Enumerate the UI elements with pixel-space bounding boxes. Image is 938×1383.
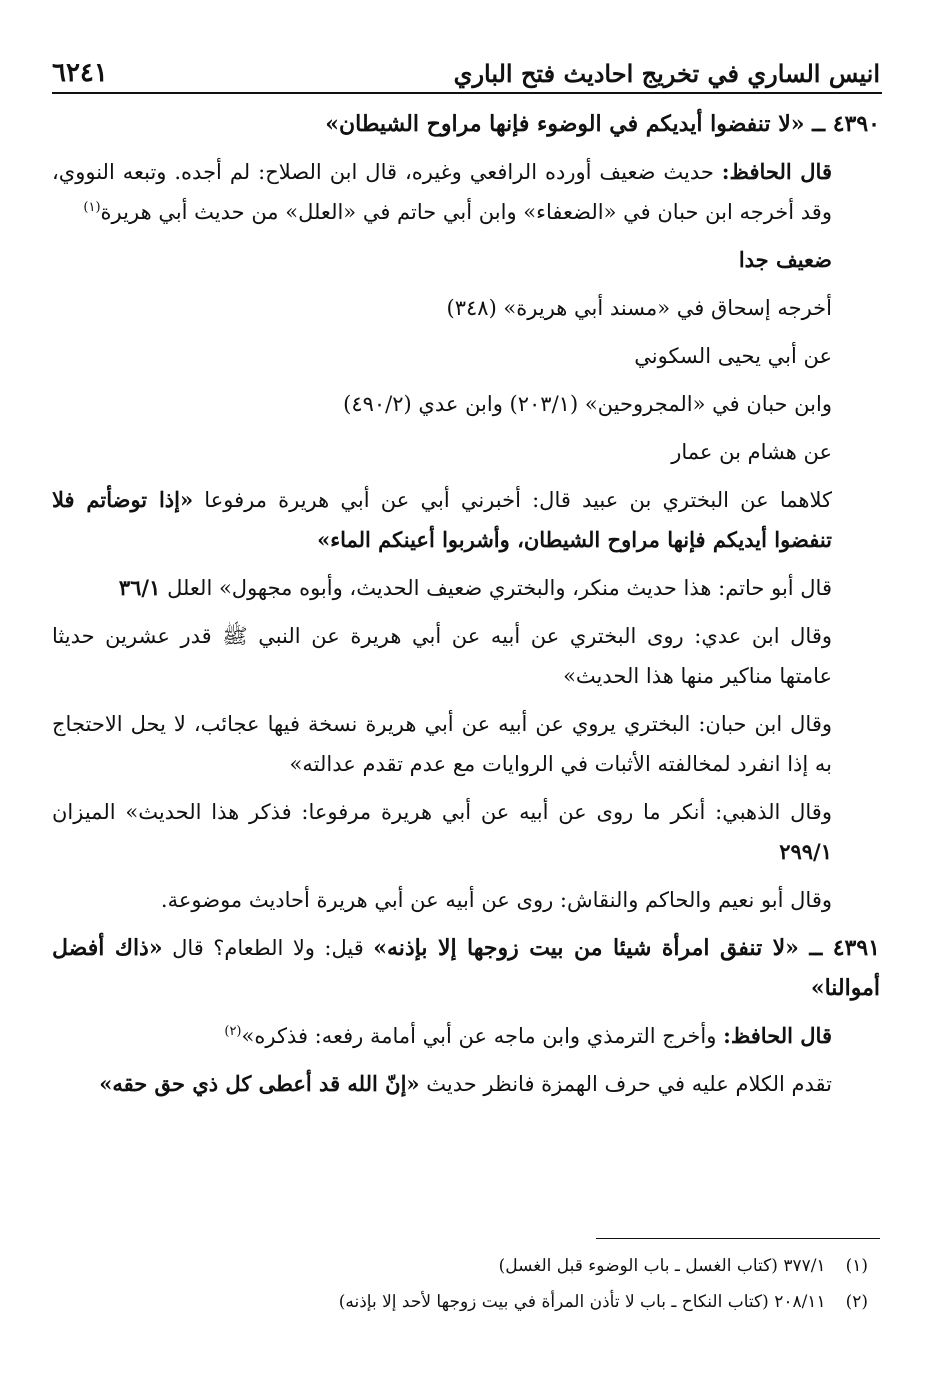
- hadith-heading-4391: [52, 928, 880, 1008]
- heading-4391-part2: «ذاك أفضل أموالنا»: [52, 935, 880, 1001]
- cross-ref-hadith: «إنّ الله قد أعطى كل ذي حق حقه»: [99, 1071, 420, 1096]
- ibn-hibban-paragraph: وقال ابن حبان: البختري يروي عن أبيه عن أبي هريرة نسخة فيها عجائب، لا يحل الاحتجاج به إذا انفرد لمخالفته الأثبات في الروايات مع عدم تقدم عدالته»: [52, 712, 832, 776]
- cross-reference-paragraph: [52, 1064, 880, 1104]
- takhrij-line-4: عن هشام بن عمار: [671, 440, 832, 464]
- footnote-number: (٢): [845, 1292, 868, 1312]
- heading-4391-mid: قيل: ولا الطعام؟ قال: [162, 936, 374, 960]
- dhahabi-ref: ٢٩٩/١: [779, 839, 832, 864]
- heading-4391-part1: ٤٣٩١ ــ «لا تنفق امرأة شيئا من بيت زوجها إلا بإذنه»: [373, 935, 880, 961]
- running-title: انيس الساري في تخريج احاديث فتح الباري: [453, 59, 880, 88]
- dhahabi-paragraph: [52, 792, 880, 872]
- matn-text: «إذا توضأتم فلا تنفضوا أيديكم فإنها مراوح الشيطان، وأشربوا أعينكم الماء»: [52, 487, 832, 552]
- footnote-text: ٣٧٧/١ (كتاب الغسل ـ باب الوضوء قبل الغسل): [498, 1256, 826, 1276]
- hafiz-text: حديث ضعيف أورده الرافعي وغيره، قال ابن الصلاح: لم أجده. وتبعه النووي، وقد أخرجه ابن حبان في «الضعفاء» وابن أبي حاتم في «العلل» من حديث أبي هريرة: [52, 160, 832, 224]
- hafiz-text-2: وأخرج الترمذي وابن ماجه عن أبي أمامة رفعه: فذكره»: [241, 1024, 724, 1048]
- footnote-text: ٢٠٨/١١ (كتاب النكاح ـ باب لا تأذن المرأة في بيت زوجها لأحد إلا بإذنه): [338, 1292, 826, 1312]
- cross-ref-text: تقدم الكلام عليه في حرف الهمزة فانظر حديث: [419, 1072, 832, 1096]
- footnotes: [52, 1248, 868, 1320]
- ibn-adi-paragraph: وقال ابن عدي: روى البختري عن أبيه عن أبي هريرة عن النبي ﷺ قدر عشرين حديثا عامتها مناكير منها هذا الحديث»: [52, 624, 832, 688]
- footnote-number: (١): [845, 1256, 868, 1276]
- takhrij-line-1: أخرجه إسحاق في «مسند أبي هريرة» (٣٤٨): [446, 296, 832, 320]
- footnote-rule: [596, 1238, 880, 1239]
- footnote-ref-1: (١): [83, 200, 101, 215]
- footnote-ref-2: (٢): [224, 1024, 242, 1039]
- takhrij-line-3: وابن حبان في «المجروحين» (٢٠٣/١) وابن عدي (٤٩٠/٢): [343, 392, 832, 416]
- hadith-heading-4390: ٤٣٩٠ ــ «لا تنفضوا أيديكم في الوضوء فإنها مراوح الشيطان»: [325, 111, 880, 137]
- isnad-text: كلاهما عن البختري بن عبيد قال: أخبرني أبي عن أبي هريرة مرفوعا: [193, 488, 832, 512]
- header-rule: [52, 92, 882, 94]
- footnote-2: [52, 1284, 868, 1320]
- hafiz-comment-4391: [52, 1016, 880, 1056]
- hafiz-label: قال الحافظ:: [721, 159, 832, 184]
- abu-hatim-paragraph: [52, 568, 880, 608]
- abu-hatim-text: قال أبو حاتم: هذا حديث منكر، والبختري ضعيف الحديث، وأبوه مجهول» العلل: [167, 576, 832, 600]
- abu-nuaym-paragraph: وقال أبو نعيم والحاكم والنقاش: روى عن أبيه عن أبي هريرة أحاديث موضوعة.: [160, 888, 832, 912]
- page-header: [52, 38, 880, 88]
- dhahabi-text: وقال الذهبي: أنكر ما روى عن أبيه عن أبي هريرة مرفوعا: فذكر هذا الحديث» الميزان: [52, 800, 832, 824]
- takhrij-line-2: عن أبي يحيى السكوني: [634, 344, 832, 368]
- hafiz-comment-4390: [52, 152, 880, 232]
- isnad-paragraph: [52, 480, 880, 560]
- footnote-1: [52, 1248, 868, 1284]
- page-body: [52, 104, 880, 1112]
- page-number: ٦٢٤١: [52, 58, 108, 88]
- grade-label: ضعيف جدا: [738, 247, 832, 272]
- hafiz-label-2: قال الحافظ:: [723, 1023, 832, 1048]
- abu-hatim-ref: ٣٦/١: [118, 575, 161, 600]
